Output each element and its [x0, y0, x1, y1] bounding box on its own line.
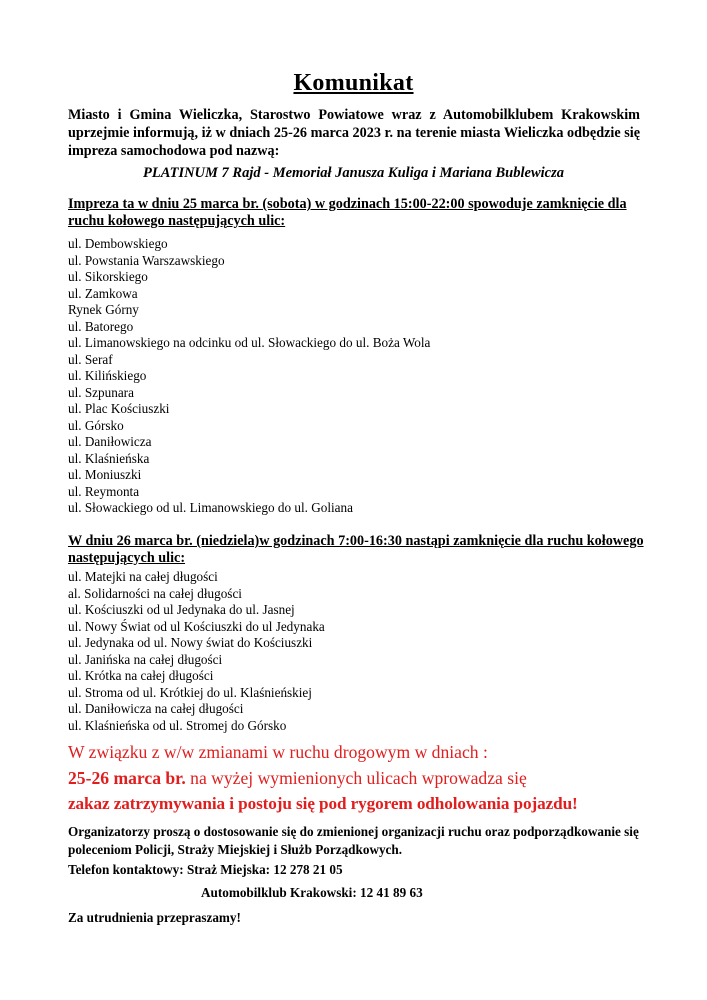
street-item: ul. Zamkowa [68, 285, 138, 301]
warning-dates: 25-26 marca br. [68, 768, 186, 788]
day2-heading: W dniu 26 marca br. (niedziela)w godzinach 7:00-16:30 nastąpi zamknięcie dla ruchu kołowego następujących ulic: [68, 533, 644, 566]
street-item: ul. Limanowskiego na odcinku od ul. Słowackiego do ul. Boża Wola [68, 335, 431, 350]
street-item: ul. Jedynaka od ul. Nowy świat do Kościuszki [68, 635, 313, 650]
intro-paragraph: Miasto i Gmina Wieliczka, Starostwo Powiatowe wraz z Automobilklubem Krakowskim uprzejmie informują, iż w dniach 25-26 marca 2023 r. na terenie miasta Wieliczka odbędzie się impreza samochodowa pod nazwą: [68, 107, 640, 159]
street-item: ul. Kilińskiego [68, 368, 147, 383]
street-item: ul. Górsko [68, 417, 124, 433]
street-item: ul. Reymonta [68, 483, 140, 499]
event-name: PLATINUM 7 Rajd - Memoriał Janusza Kuliga i Mariana Bublewicza [143, 165, 564, 181]
street-item: ul. Janińska na całej długości [68, 651, 223, 667]
warning-line-1: W związku z w/w zmianami w ruchu drogowym w dniach : [68, 742, 488, 762]
street-item: Rynek Górny [68, 302, 139, 317]
page-title: Komunikat [293, 70, 414, 96]
contact-city-guard: Telefon kontaktowy: Straż Miejska: 12 278 21 05 [68, 862, 343, 877]
street-item: ul. Klaśnieńska od ul. Stromej do Górsko [68, 717, 287, 733]
street-item: ul. Plac Kościuszki [68, 401, 170, 416]
street-item: ul. Stroma od ul. Krótkiej do ul. Klaśnieńskiej [68, 684, 312, 700]
street-item: ul. Kościuszki od ul Jedynaka do ul. Jasnej [68, 602, 295, 617]
street-item: ul. Nowy Świat od ul Kościuszki do ul Jedynaka [68, 618, 325, 634]
day1-heading: Impreza ta w dniu 25 marca br. (sobota) w godzinach 15:00-22:00 spowoduje zamknięcie dla ruchu kołowego następujących ulic: [68, 196, 627, 229]
street-item: al. Solidarności na całej długości [68, 585, 242, 601]
street-item: ul. Daniłowicza na całej długości [68, 701, 244, 716]
street-item: ul. Powstania Warszawskiego [68, 252, 225, 268]
apology-text: Za utrudnienia przepraszamy! [68, 910, 241, 925]
street-item: ul. Batorego [68, 318, 134, 334]
street-item: ul. Szpunara [68, 384, 134, 400]
street-item: ul. Dembowskiego [68, 236, 168, 251]
street-item: ul. Krótka na całej długości [68, 668, 214, 683]
street-item: ul. Moniuszki [68, 467, 142, 482]
street-item: ul. Seraf [68, 351, 113, 367]
organizers-note: Organizatorzy proszą o dostosowanie się do zmienionej organizacji ruchu oraz podporządkowanie się poleceniom Policji, Straży Miejskiej i Służb Porządkowych. [68, 824, 639, 857]
warning-line-2-rest: na wyżej wymienionych ulicach wprowadza się [185, 768, 527, 788]
street-item: ul. Klaśnieńska [68, 450, 150, 466]
warning-line-2 [68, 768, 668, 789]
street-item: ul. Daniłowicza [68, 434, 152, 449]
contact-automobile-club: Automobilklub Krakowski: 12 41 89 63 [201, 885, 423, 900]
street-item: ul. Słowackiego od ul. Limanowskiego do ul. Goliana [68, 500, 353, 515]
street-item: ul. Matejki na całej długości [68, 569, 218, 584]
day2-street-list [68, 569, 325, 734]
warning-line-3: zakaz zatrzymywania i postoju się pod rygorem odholowania pojazdu! [68, 794, 578, 813]
day1-street-list [68, 236, 430, 517]
street-item: ul. Sikorskiego [68, 269, 148, 284]
